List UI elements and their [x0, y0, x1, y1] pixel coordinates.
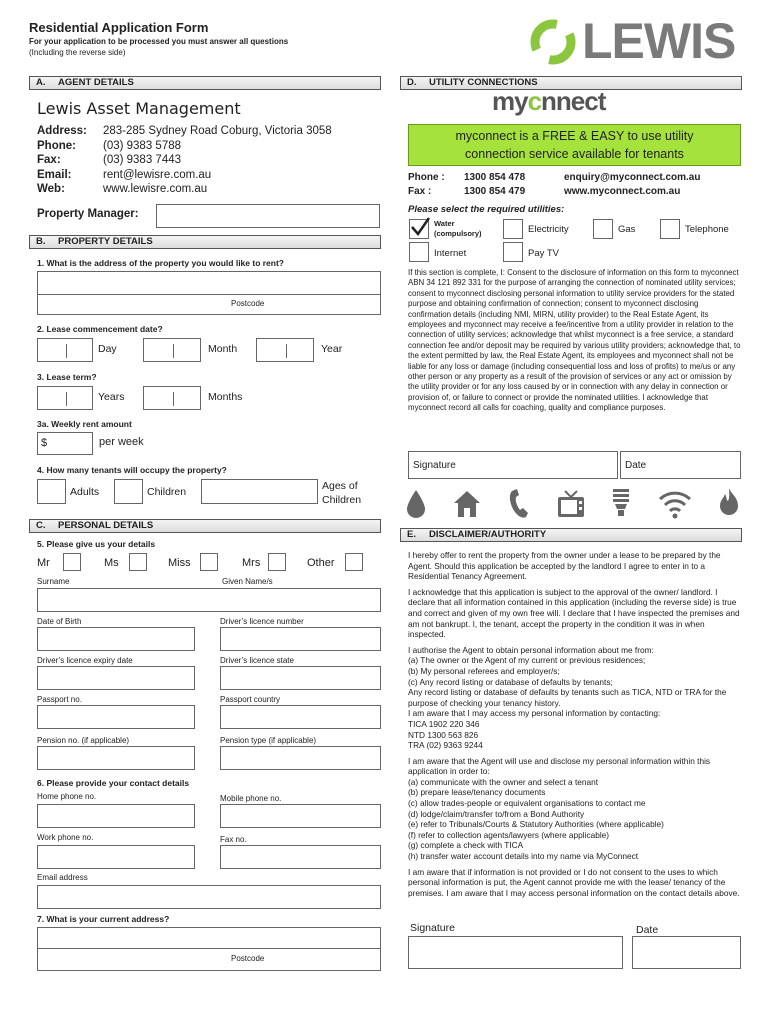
disclaimer-line: TRA (02) 9363 9244: [408, 740, 483, 751]
section-b-title: PROPERTY DETAILS: [58, 236, 153, 247]
gas-checkbox[interactable]: [593, 219, 613, 239]
licence-expiry-label: Driver’s licence expiry date: [37, 656, 133, 665]
dollar-sign: $: [41, 437, 48, 449]
myconnect-consent-text: If this section is complete, I: Consent to the disclosure of information on this form to myconnect ABN 34 121 892 331 for the purpose of arranging the connection of nominated utility services; consent to myconnect disclosing personal information to utility service providers for the stated purpose and obtaining confirmation of connection; consent to myconnect disclosing confirmation details (including NMI, MIRN, utility provider) to the Real Estate Agent, its employees and myconnect may receive a fee/incentive from a utility provider in relation to the connection of utility services; acknowledge that whilst myconnect is a free service, a standard connection fee and/or deposit may be required by various utility providers; acknowledge that, to the extent permitted by law, the Real Estate Agent, its employees and myconnect shall not be liable for any loss or damage (including consequential loss and loss of profits) to me/us or any other person or any property as a result of the provision of services or any act or omission by the utility provider or for any loss caused by or in connection with any delay in connection or provision of, or failure to connect or provide the nominated utilities. I acknowledge that myconnect record all calls for coaching, quality and compliance purposes.: [408, 268, 741, 413]
fax-number-label: Fax no.: [220, 835, 247, 844]
disclaimer-line: I authorise the Agent to obtain personal information about me from:: [408, 644, 654, 655]
disclaimer-line: (c) allow trades-people or equivalent organisations to contact me: [408, 798, 646, 809]
water-drop-icon: [404, 489, 428, 519]
myconnect-web: www.myconnect.com.au: [564, 186, 681, 197]
lease-months-label: Months: [208, 391, 243, 403]
disclaimer-line: (c) Any record listing or database of defaults by tenants;: [408, 676, 613, 687]
agent-details: [37, 124, 332, 197]
utility-signature-label: Signature: [413, 460, 456, 471]
lease-day-field[interactable]: [37, 338, 93, 362]
disclaimer-line: (h) transfer water account details into my name via MyConnect: [408, 851, 639, 862]
water-label-1: Water: [434, 219, 455, 228]
myconnect-contact: [408, 171, 748, 199]
title-mr-label: Mr: [37, 557, 50, 569]
disclaimer-line: I am aware that the Agent will use and disclose my personal information within this application in order to:: [408, 755, 711, 777]
question-2: 2. Lease commencement date?: [37, 324, 163, 334]
disclaimer-paragraph-1: I hereby offer to rent the property from the owner under a lease to be prepared by the Agent. Should this application be accepted by the landlord I agree to enter in to a Residential Tenancy Agreement.: [408, 550, 721, 582]
electricity-label: Electricity: [528, 224, 569, 235]
lewis-logo-mark-icon: [528, 17, 580, 67]
myconnect-logo-text-1: my: [492, 86, 528, 116]
paytv-checkbox[interactable]: [503, 242, 523, 262]
pension-number-field[interactable]: [37, 746, 195, 770]
children-count-field[interactable]: [114, 479, 143, 504]
work-phone-label: Work phone no.: [37, 833, 94, 842]
checkmark-icon: [409, 216, 431, 238]
disclaimer-line: (a) communicate with the owner and select a tenant: [408, 776, 599, 787]
home-phone-label: Home phone no.: [37, 792, 97, 801]
disclaimer-paragraph-3: [408, 645, 744, 751]
water-label: [434, 219, 482, 239]
disclaimer-line: I am aware that I may access my personal information by contacting:: [408, 708, 661, 719]
title-ms-checkbox[interactable]: [129, 553, 147, 571]
telephone-label: Telephone: [685, 224, 729, 235]
section-c-header: [29, 519, 381, 533]
banner-line-1: myconnect is a FREE & EASY to use utility: [455, 129, 694, 143]
property-manager-label: Property Manager:: [37, 208, 139, 220]
children-ages-field[interactable]: [201, 479, 318, 504]
disclaimer-line: (a) The owner or the Agent of my current or previous residences;: [408, 655, 646, 666]
myconnect-fax: 1300 854 479: [464, 186, 526, 197]
mobile-phone-label: Mobile phone no.: [220, 794, 282, 803]
lease-month-field[interactable]: [143, 338, 201, 362]
lease-years-label: Years: [98, 391, 125, 403]
agent-fax: (03) 9383 7443: [103, 154, 182, 166]
question-5: 5. Please give us your details: [37, 539, 156, 549]
light-bulb-icon: [610, 487, 632, 519]
agent-email-label: Email:: [37, 168, 72, 181]
per-week-label: per week: [99, 436, 144, 448]
section-c-title: PERSONAL DETAILS: [58, 520, 154, 531]
disclaimer-paragraph-4: [408, 756, 744, 862]
section-d-letter: D.: [407, 77, 417, 88]
title-miss-label: Miss: [168, 557, 191, 569]
gas-label: Gas: [618, 224, 636, 235]
question-1: 1. What is the address of the property you would like to rent?: [37, 258, 285, 268]
lease-years-field[interactable]: [37, 386, 93, 410]
lewis-logo-text: LEWIS: [582, 13, 736, 69]
children-label: Children: [147, 486, 187, 498]
home-phone-field[interactable]: [37, 804, 195, 828]
agent-address: 283-285 Sydney Road Coburg, Victoria 3058: [103, 125, 332, 137]
current-address-field[interactable]: [37, 927, 381, 971]
section-b-letter: B.: [36, 236, 46, 247]
internet-checkbox[interactable]: [409, 242, 429, 262]
ages-label-2: Children: [322, 494, 362, 506]
wifi-icon: [658, 489, 692, 519]
title-ms-label: Ms: [104, 557, 119, 569]
licence-state-field[interactable]: [220, 666, 381, 690]
disclaimer-line: (f) refer to collection agents/lawyers (where applicable): [408, 829, 610, 840]
title-other-label: Other: [307, 557, 335, 569]
email-field[interactable]: [37, 885, 381, 909]
agent-phone-label: Phone:: [37, 139, 76, 152]
disclaimer-date-label: Date: [636, 924, 659, 936]
telephone-handset-icon: [508, 489, 530, 519]
section-a-header: [29, 76, 381, 90]
passport-number-field[interactable]: [37, 705, 195, 729]
current-postcode-label: Postcode: [231, 954, 265, 963]
licence-number-field[interactable]: [220, 627, 381, 651]
section-d-title: UTILITY CONNECTIONS: [429, 77, 538, 88]
disclaimer-paragraph-2: I acknowledge that this application is subject to the approval of the owner/ landlord. I declare that all information contained in this application (including the reverse side) is true and correct and given of my own free will. I declare that I have inspected the premises and am not bankrupt. I, the tenant, accept the property in the condition it was in when inspected.: [408, 586, 740, 640]
section-e-letter: E.: [407, 529, 416, 540]
adults-label: Adults: [70, 486, 100, 498]
question-4: 4. How many tenants will occupy the property?: [37, 465, 227, 475]
house-icon: [452, 489, 482, 519]
disclaimer-line: (e) refer to Tribunals/Courts & Statutory Authorities (where applicable): [408, 819, 664, 830]
surname-label: Surname: [37, 577, 70, 586]
passport-country-field[interactable]: [220, 705, 381, 729]
pension-type-label: Pension type (if applicable): [220, 736, 317, 745]
banner-line-2: connection service available for tenants: [465, 147, 684, 161]
licence-state-label: Driver’s licence state: [220, 656, 294, 665]
question-3a: 3a. Weekly rent amount: [37, 419, 132, 429]
agent-web-label: Web:: [37, 183, 65, 195]
agent-fax-label: Fax:: [37, 154, 61, 166]
telephone-checkbox[interactable]: [660, 219, 680, 239]
licence-expiry-field[interactable]: [37, 666, 195, 690]
lease-day-label: Day: [98, 343, 117, 355]
licence-number-label: Driver’s licence number: [220, 617, 304, 626]
myconnect-fax-label: Fax :: [408, 186, 432, 197]
lease-year-label: Year: [321, 343, 343, 355]
pension-number-label: Pension no. (if applicable): [37, 736, 130, 745]
question-7: 7. What is your current address?: [37, 914, 170, 924]
dob-label: Date of Birth: [37, 617, 82, 626]
pension-type-field[interactable]: [220, 746, 381, 770]
lewis-logo: [528, 13, 750, 69]
title-mr-checkbox[interactable]: [63, 553, 81, 571]
section-b-header: [29, 235, 381, 249]
disclaimer-signature-label: Signature: [410, 922, 455, 934]
agent-web: www.lewisre.com.au: [103, 183, 208, 195]
section-a-title: AGENT DETAILS: [58, 77, 134, 88]
disclaimer-date-field[interactable]: [632, 936, 741, 969]
email-label: Email address: [37, 873, 88, 882]
myconnect-phone: 1300 854 478: [464, 172, 526, 183]
title-mrs-label: Mrs: [242, 557, 261, 569]
myconnect-phone-label: Phone :: [408, 172, 445, 183]
myconnect-logo-text-2: nnect: [541, 86, 606, 116]
agent-address-label: Address:: [37, 125, 87, 137]
property-manager-field[interactable]: [156, 204, 380, 228]
question-6: 6. Please provide your contact details: [37, 778, 190, 788]
myconnect-logo: [492, 86, 605, 117]
section-c-letter: C.: [36, 520, 46, 531]
paytv-label: Pay TV: [528, 248, 559, 259]
myconnect-banner: [408, 124, 741, 166]
section-e-header: [400, 528, 742, 542]
utility-date-field[interactable]: [620, 451, 741, 479]
work-phone-field[interactable]: [37, 845, 195, 869]
flame-icon: [716, 487, 742, 519]
disclaimer-line: (b) My personal referees and employer/s;: [408, 665, 560, 676]
form-subtitle: For your application to be processed you must answer all questions: [29, 37, 289, 46]
water-checkbox[interactable]: [409, 219, 429, 239]
disclaimer-text: [408, 550, 744, 903]
select-utilities-label: Please select the required utilities:: [408, 204, 565, 215]
disclaimer-paragraph-5: I am aware that if information is not provided or I do not consent to the uses to which personal information is put, the Agent cannot provide me with the lease/ tenancy of the premises. I am aware that I may access personal information on the contact details above.: [408, 866, 740, 898]
title-mrs-checkbox[interactable]: [268, 553, 286, 571]
utility-date-label: Date: [625, 460, 647, 471]
internet-label: Internet: [434, 248, 467, 259]
disclaimer-line: NTD 1300 563 826: [408, 729, 479, 740]
myconnect-email: enquiry@myconnect.com.au: [564, 172, 701, 183]
weekly-rent-field[interactable]: [37, 432, 93, 455]
agent-phone: (03) 9383 5788: [103, 139, 182, 152]
section-e-title: DISCLAIMER/AUTHORITY: [429, 529, 547, 540]
passport-number-label: Passport no.: [37, 695, 82, 704]
mobile-phone-field[interactable]: [220, 804, 381, 828]
fax-number-field[interactable]: [220, 845, 381, 869]
lease-month-label: Month: [208, 343, 238, 355]
given-name-label: Given Name/s: [222, 577, 273, 586]
television-icon: [556, 489, 586, 519]
disclaimer-line: (b) prepare lease/tenancy documents: [408, 787, 546, 798]
title-miss-checkbox[interactable]: [200, 553, 218, 571]
lease-year-field[interactable]: [256, 338, 314, 362]
disclaimer-line: (d) lodge/claim/transfer to/from a Bond Authority: [408, 808, 585, 819]
utility-icons-row: [404, 487, 744, 521]
myconnect-logo-c: c: [527, 86, 542, 116]
electricity-checkbox[interactable]: [503, 219, 523, 239]
section-a-letter: A.: [36, 77, 46, 88]
disclaimer-line: (g) complete a check with TICA: [408, 840, 524, 851]
water-label-2: (compulsory): [434, 229, 482, 238]
agent-company: Lewis Asset Management: [37, 99, 241, 118]
form-title: Residential Application Form: [29, 20, 209, 35]
disclaimer-line: TICA 1902 220 346: [408, 718, 480, 729]
disclaimer-signature-field[interactable]: [408, 936, 623, 969]
question-3: 3. Lease term?: [37, 372, 97, 382]
title-other-checkbox[interactable]: [345, 553, 363, 571]
passport-country-label: Passport country: [220, 695, 281, 704]
property-postcode-label: Postcode: [231, 299, 265, 308]
form-subtitle-2: (Including the reverse side): [29, 48, 126, 57]
dob-field[interactable]: [37, 627, 195, 651]
adults-count-field[interactable]: [37, 479, 66, 504]
property-address-field[interactable]: [37, 271, 381, 315]
ages-label: Ages of: [322, 480, 358, 492]
disclaimer-line: Any record listing or database of defaults by tenants such as TICA, NTD or TRA for the purpose of checking your tenancy history.: [408, 687, 727, 708]
agent-email: rent@lewisre.com.au: [103, 168, 212, 181]
name-field[interactable]: [37, 588, 381, 612]
utility-signature-field[interactable]: [408, 451, 618, 479]
lease-months-field[interactable]: [143, 386, 201, 410]
